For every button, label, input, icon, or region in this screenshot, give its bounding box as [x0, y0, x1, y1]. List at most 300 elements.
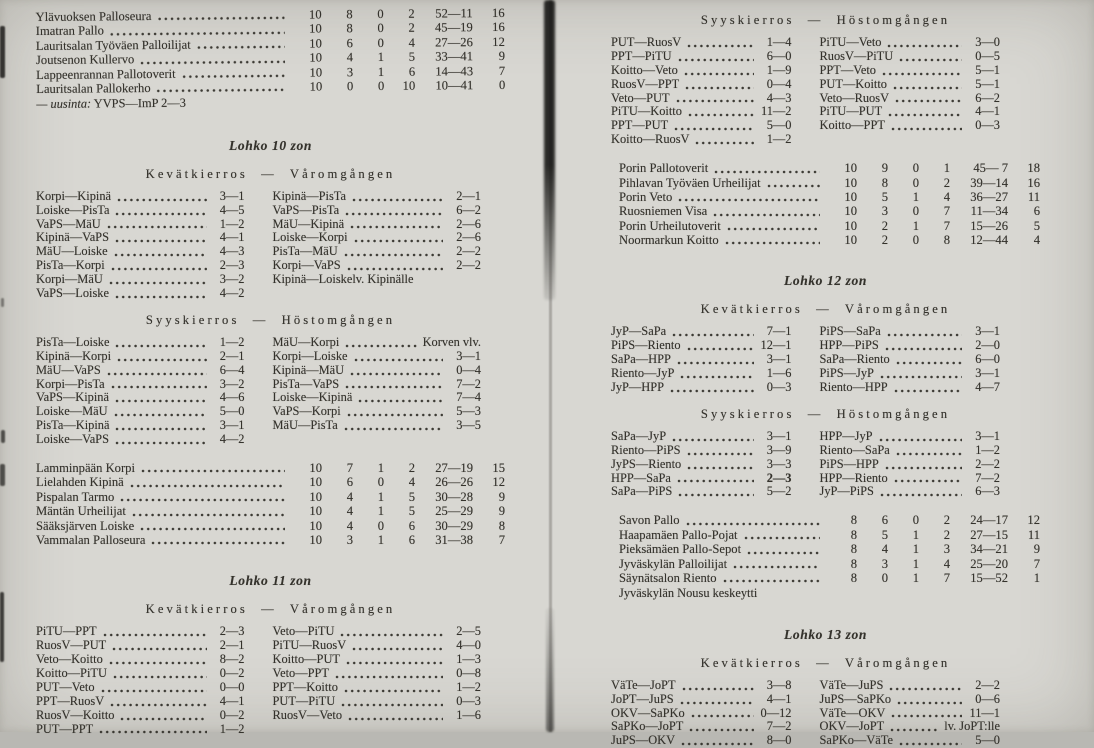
stat-cell: 10: [844, 218, 857, 233]
match-score: Korven vlv.: [422, 334, 481, 349]
match-row: [36, 419, 245, 433]
goals-cell: 39—14: [970, 175, 1008, 190]
standings-row: [619, 190, 1040, 204]
team-name: Pihlavan Työväen Urheilijat: [619, 175, 761, 190]
dots-leader: [344, 253, 443, 257]
match-row: [611, 444, 792, 458]
stat-cell: 6: [346, 36, 353, 51]
stat-cell: 0: [377, 78, 385, 93]
match-score: 3—1: [975, 324, 1000, 339]
match-row: [820, 381, 1001, 395]
dots-leader: [686, 522, 820, 526]
match-pair: PisTa—MäU: [272, 244, 338, 259]
team-name: Ylävuoksen Palloseura: [35, 8, 152, 25]
dots-leader: [111, 385, 207, 389]
dots-leader: [347, 267, 443, 271]
match-pair: JyP—PiPS: [819, 484, 874, 499]
match-row: [820, 36, 1001, 50]
goals-cell: 25—29: [435, 504, 473, 519]
dots-leader: [132, 513, 285, 517]
match-column-right: [820, 430, 1001, 499]
match-row: [611, 693, 792, 707]
stat-cell: 7: [943, 570, 950, 585]
points-cell: 7: [498, 63, 506, 78]
stat-cell: 5: [408, 504, 415, 519]
match-score: 5—2: [766, 484, 792, 499]
dots-leader: [115, 295, 207, 299]
goals-cell: 15—52: [970, 570, 1008, 585]
dots-leader: [677, 361, 754, 365]
dots-leader: [345, 212, 443, 216]
points-cell: 7: [1033, 556, 1040, 571]
match-score: 2—3: [219, 624, 245, 639]
dots-leader: [744, 536, 820, 540]
match-row: [611, 367, 792, 381]
match-score: 0—6: [975, 691, 1000, 706]
dots-leader: [120, 717, 206, 721]
match-pair: PisTa—Korpi: [36, 258, 105, 273]
match-row: [611, 485, 792, 499]
right-page: [547, 0, 1094, 748]
match-score: 11—1: [969, 705, 1000, 720]
match-pair: Kipinä—VaPS: [36, 230, 109, 245]
match-pair: PUT—PiTU: [272, 693, 336, 708]
points-cell: 4: [1033, 233, 1040, 248]
match-row: [273, 391, 482, 405]
note-text: YVPS—ImP 2—3: [91, 96, 186, 111]
match-score: 1—2: [219, 216, 245, 231]
match-score: 0—12: [760, 705, 792, 720]
match-row: [611, 430, 792, 444]
stat-cell: 1: [912, 527, 919, 542]
dots-leader: [678, 58, 754, 62]
match-row: [820, 707, 1001, 721]
standings-row: [619, 513, 1040, 527]
goals-cell: 15—26: [970, 218, 1008, 233]
dots-leader: [354, 358, 443, 362]
team-name: Haapamäen Pallo-Pojat: [619, 527, 738, 542]
match-score: 6—3: [975, 484, 1000, 499]
points-cell: 9: [498, 49, 506, 64]
match-row: [273, 364, 482, 378]
stat-cell: 8: [850, 527, 857, 542]
dots-leader: [115, 441, 207, 445]
match-row: [611, 36, 792, 50]
stat-cell: 10: [844, 161, 857, 176]
dots-leader: [896, 361, 962, 365]
goals-cell: 34—21: [970, 542, 1008, 557]
dots-leader: [879, 438, 962, 442]
goals-cell: 25—20: [970, 556, 1008, 571]
dots-leader: [344, 689, 443, 693]
match-row: [820, 325, 1001, 339]
team-name: Porin Urheilutoverit: [619, 218, 721, 233]
match-row: [611, 707, 792, 721]
match-score: 6—2: [975, 90, 1000, 105]
dots-leader: [348, 717, 443, 721]
dots-leader: [680, 701, 754, 705]
stat-cell: 4: [346, 518, 353, 533]
match-row: [820, 693, 1001, 707]
dots-leader: [887, 333, 962, 337]
match-row: [36, 709, 245, 723]
match-pair: PPT—PUT: [611, 118, 669, 133]
match-score: 0—3: [456, 693, 481, 708]
match-pair: PPT—RuosV: [36, 693, 105, 708]
round-heading: Syyskierros — Höstomgången: [145, 312, 396, 327]
match-score: 1—9: [766, 62, 792, 77]
match-score: 0—4: [456, 362, 481, 377]
team-name: Sääksjärven Loiske: [36, 518, 135, 533]
points-cell: 15: [492, 460, 505, 475]
match-column-left: [611, 679, 792, 748]
match-results: [611, 325, 1040, 394]
match-row: [36, 405, 245, 419]
round-heading: Syyskierros — Höstomgången: [700, 406, 951, 421]
match-pair: PiTU—Veto: [819, 35, 882, 49]
match-score: 4—2: [219, 432, 245, 447]
match-pair: SaPa—PiPS: [611, 484, 673, 499]
match-pair: RuosV—Koitto: [36, 707, 115, 722]
stat-cell: 10: [844, 175, 857, 190]
dots-leader: [727, 227, 820, 231]
match-pair: OKV—JoPT: [819, 719, 885, 734]
goals-cell: 26—26: [435, 475, 473, 490]
stat-cell: 10: [309, 460, 322, 475]
match-score: 2—2: [975, 677, 1000, 692]
match-row: [273, 667, 482, 681]
table-note: [36, 93, 505, 111]
stat-cell: 1: [912, 218, 919, 233]
match-row: [820, 92, 1001, 106]
match-score: 1—2: [975, 442, 1000, 457]
match-pair: Loiske—MäU: [36, 404, 108, 419]
match-row: [273, 273, 482, 287]
stat-cell: 10: [309, 50, 323, 65]
stat-cell: 1: [377, 504, 384, 519]
match-column-left: [611, 36, 792, 147]
dots-leader: [687, 44, 753, 48]
dots-leader: [120, 498, 285, 502]
match-row: [36, 245, 245, 259]
stat-cell: 0: [377, 21, 384, 36]
stat-cell: 0: [912, 175, 919, 190]
dots-leader: [350, 372, 443, 376]
match-score: 2—2: [456, 244, 481, 259]
match-row: [36, 723, 245, 737]
goals-cell: 14—43: [435, 63, 474, 79]
scan-artifact: [0, 464, 5, 486]
match-pair: PUT—PPT: [36, 721, 94, 736]
match-score: lv. Kipinälle: [352, 272, 414, 287]
goals-cell: 10—41: [435, 78, 474, 93]
match-row: [36, 273, 245, 287]
match-pair: PiTU—Koitto: [611, 104, 682, 119]
match-pair: RuosV—PPT: [611, 76, 680, 91]
match-row: [36, 639, 245, 653]
match-score: 1—3: [456, 652, 481, 667]
match-score: 1—2: [219, 721, 245, 736]
goals-cell: 27—15: [970, 527, 1008, 542]
match-score: 12—1: [760, 338, 792, 353]
dots-leader: [114, 253, 207, 257]
match-score: 1—2: [219, 334, 245, 349]
dots-leader: [887, 44, 962, 48]
points-cell: 9: [1033, 542, 1040, 557]
dots-leader: [677, 479, 754, 483]
dots-leader: [352, 198, 443, 202]
match-score: 4—7: [975, 380, 1000, 395]
stat-cell: 10: [402, 78, 416, 93]
goals-cell: 27—26: [435, 34, 473, 50]
match-score: 4—1: [975, 104, 1000, 119]
match-row: [273, 653, 482, 667]
match-pair: VäTe—JoPT: [611, 677, 676, 692]
match-pair: HPP—Riento: [819, 470, 888, 485]
left-page: [0, 0, 547, 736]
match-row: [36, 391, 245, 405]
match-row: [611, 105, 792, 119]
stat-cell: 4: [346, 504, 353, 519]
stat-cell: 2: [943, 513, 950, 528]
match-pair: JoPT—JuPS: [611, 691, 674, 706]
stat-cell: 1: [912, 542, 919, 557]
stat-cell: 0: [912, 161, 919, 176]
match-score: 7—2: [456, 376, 481, 391]
stat-cell: 1: [377, 64, 385, 79]
zone-heading: Lohko 11 zon: [229, 573, 312, 589]
dots-leader: [117, 358, 206, 362]
match-row: [611, 458, 792, 472]
goals-cell: 24—17: [970, 513, 1008, 528]
match-pair: Loiske—Kipinä: [272, 390, 353, 405]
dots-leader: [114, 413, 207, 417]
dots-leader: [197, 45, 285, 50]
match-score: 5—0: [219, 404, 245, 419]
stat-cell: 10: [309, 475, 322, 490]
note-italic-text: — uusinta:: [36, 96, 92, 112]
stat-cell: 10: [309, 21, 322, 37]
binding-shadow-bottom: [546, 608, 554, 732]
match-pair: PiPS—Riento: [611, 338, 681, 353]
match-pair: SaPKo—VäTe: [819, 733, 893, 748]
match-pair: PiPS—HPP: [819, 456, 879, 471]
match-pair: SaPa—HPP: [611, 352, 671, 367]
dots-leader: [115, 212, 206, 216]
goals-cell: 12—44: [970, 233, 1008, 248]
match-row: [611, 133, 792, 147]
match-pair: OKV—SaPKo: [611, 705, 685, 720]
team-name: Lauritsalan Työväen Palloilijat: [35, 37, 191, 53]
match-score: 5—0: [766, 118, 792, 133]
dots-leader: [678, 493, 753, 497]
match-score: 2—0: [975, 338, 1000, 353]
match-pair: PiTU—PUT: [819, 104, 883, 119]
team-name: Lamminpään Korpi: [36, 460, 135, 475]
stat-cell: 3: [881, 556, 888, 571]
match-row: [36, 625, 245, 639]
stat-cell: 3: [346, 64, 354, 79]
match-row: [273, 259, 482, 273]
goals-cell: 33—41: [435, 49, 474, 64]
stat-cell: 5: [408, 49, 416, 64]
stat-cell: 4: [943, 556, 950, 571]
stat-cell: 1: [912, 570, 919, 585]
match-pair: Kipinä—Loiske: [272, 272, 353, 287]
match-pair: RuosV—PUT: [36, 638, 107, 653]
match-row: [36, 653, 245, 667]
dots-leader: [350, 225, 443, 229]
dots-leader: [890, 728, 938, 732]
match-row: [611, 50, 792, 64]
match-pair: Korpi—Loiske: [272, 348, 348, 363]
match-pair: Kipinä—MäU: [272, 362, 345, 377]
match-score: 0—2: [219, 666, 245, 680]
match-column-left: [36, 190, 245, 301]
match-row: [36, 378, 245, 392]
stat-cell: 1: [377, 50, 385, 65]
match-score: 4—2: [219, 285, 245, 300]
match-pair: HPP—SaPa: [611, 470, 671, 485]
standings-row: [36, 504, 505, 518]
match-score: 3—5: [456, 418, 481, 433]
match-score: 8—2: [219, 652, 245, 667]
match-column-left: [36, 336, 245, 447]
match-pair: HPP—PiPS: [819, 338, 879, 353]
match-pair: Korpi—VaPS: [272, 258, 341, 273]
standings-row: [36, 519, 505, 533]
stat-cell: 10: [844, 204, 857, 219]
standings-row: [36, 461, 505, 475]
stat-cell: 8: [850, 513, 857, 528]
match-pair: PUT—Koitto: [819, 76, 887, 91]
match-pair: MäU—Korpi: [272, 334, 340, 349]
stat-cell: 3: [346, 532, 353, 547]
match-row: [611, 679, 792, 693]
match-row: [36, 364, 245, 378]
match-pair: PiTU—PPT: [36, 624, 97, 639]
dots-leader: [767, 184, 820, 188]
dots-leader: [111, 267, 207, 271]
dots-leader: [889, 687, 962, 691]
match-row: [273, 405, 482, 419]
match-row: [820, 720, 1001, 734]
dots-leader: [714, 170, 820, 174]
match-score: 1—2: [456, 679, 481, 694]
standings-row: [36, 533, 505, 547]
points-cell: 12: [492, 475, 505, 490]
dots-leader: [140, 527, 285, 531]
match-row: [273, 639, 482, 653]
dots-leader: [113, 675, 207, 679]
team-name: Joutsenon Kullervo: [35, 52, 135, 68]
dots-leader: [672, 333, 753, 337]
stat-cell: 7: [346, 460, 353, 475]
dots-leader: [691, 714, 754, 718]
stat-cell: 2: [943, 527, 950, 542]
match-row: [36, 218, 245, 232]
match-column-left: [611, 430, 792, 499]
dots-leader: [101, 689, 207, 693]
match-row: [273, 245, 482, 259]
stat-cell: 8: [850, 556, 857, 571]
match-score: 1—4: [766, 35, 792, 49]
match-results: [36, 625, 505, 736]
match-column-right: [820, 325, 1001, 394]
match-results: [611, 430, 1040, 499]
table-note: [619, 586, 1040, 600]
stat-cell: 8: [850, 570, 857, 585]
match-score: 2—6: [456, 230, 481, 245]
stat-cell: 5: [408, 489, 415, 504]
goals-cell: 52—11: [435, 6, 473, 21]
match-row: [36, 336, 245, 350]
stat-cell: 2: [408, 460, 415, 475]
match-row: [611, 92, 792, 106]
match-row: [820, 339, 1001, 353]
match-row: [820, 458, 1001, 472]
team-name: Säynätsalon Riento: [619, 570, 717, 585]
stat-cell: 4: [881, 542, 888, 557]
match-score: 2—3: [219, 258, 245, 273]
stat-cell: 4: [346, 489, 353, 504]
match-score: 2—1: [219, 638, 245, 653]
match-row: [820, 444, 1001, 458]
standings-table: [611, 161, 1040, 247]
match-pair: MäU—PisTa: [272, 418, 338, 433]
standings-table: [36, 461, 505, 547]
match-row: [36, 190, 245, 204]
match-pair: Veto—Koitto: [36, 652, 103, 667]
dots-leader: [725, 241, 820, 245]
stat-cell: 7: [943, 218, 950, 233]
match-score: 3—1: [975, 366, 1000, 381]
match-row: [820, 367, 1001, 381]
stat-cell: 6: [346, 475, 353, 490]
match-score: 1—6: [456, 707, 481, 722]
dots-leader: [680, 375, 753, 379]
match-pair: VäTe—OKV: [819, 705, 886, 720]
round-heading: Kevätkierros — Våromgången: [700, 302, 951, 317]
match-pair: VäTe—JuPS: [819, 677, 884, 692]
stat-cell: 5: [881, 527, 888, 542]
match-score: 0—4: [766, 76, 792, 91]
dots-leader: [899, 742, 962, 746]
stat-cell: 1: [377, 489, 384, 504]
match-pair: PisTa—Kipinä: [36, 418, 110, 433]
dots-leader: [352, 647, 443, 651]
stat-cell: 2: [881, 233, 888, 248]
stat-cell: 10: [309, 79, 323, 94]
match-pair: Korpi—Kipinä: [36, 188, 112, 203]
standings-row: [619, 571, 1040, 585]
stat-cell: 1: [377, 460, 384, 475]
match-score: 6—0: [975, 352, 1000, 367]
dots-leader: [899, 58, 962, 62]
match-score: 2—2: [456, 258, 481, 273]
stat-cell: 0: [377, 6, 384, 22]
match-score: 6—4: [219, 362, 245, 377]
dots-leader: [733, 565, 820, 569]
team-name: Lauritsalan Pallokerho: [36, 80, 151, 96]
dots-leader: [713, 213, 820, 217]
match-column-right: [820, 679, 1001, 748]
match-score: 4—6: [219, 390, 245, 405]
stat-cell: 1: [377, 532, 384, 547]
points-cell: 12: [492, 34, 505, 49]
zone-heading: Lohko 10 zon: [229, 137, 312, 153]
dots-leader: [682, 687, 754, 691]
